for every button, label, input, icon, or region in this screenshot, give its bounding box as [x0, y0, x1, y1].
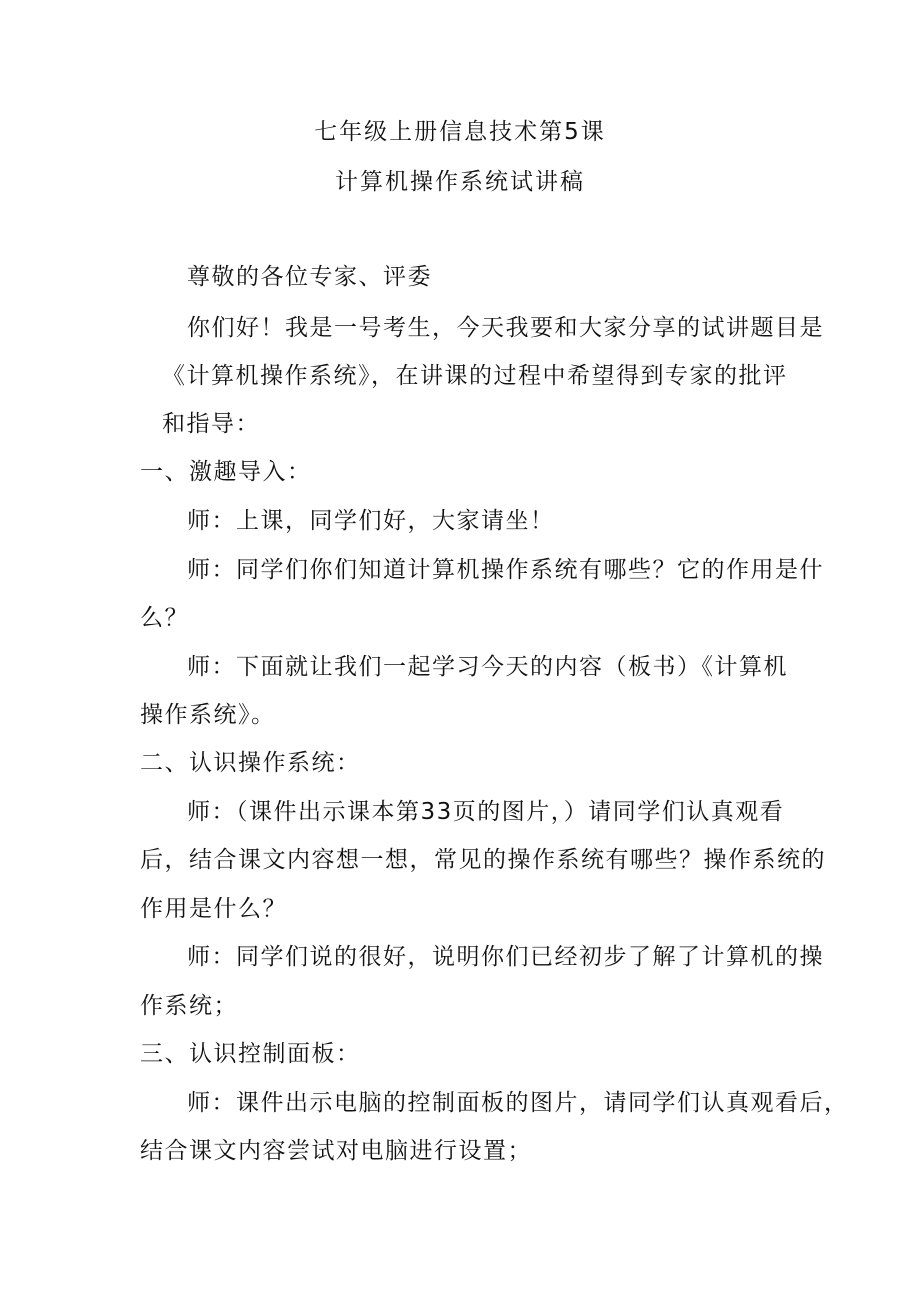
paragraph-line: 么？ — [140, 605, 189, 631]
paragraph-line: 后，结合课文内容想一想，常见的操作系统有哪些？操作系统的 — [140, 847, 826, 873]
paragraph-line: 作用是什么？ — [140, 896, 287, 922]
section-heading: 二、认识操作系统： — [140, 750, 361, 776]
paragraph-line: 师：同学们你们知道计算机操作系统有哪些？它的作用是什 — [187, 557, 824, 583]
document-subtitle: 计算机操作系统试讲稿 — [335, 169, 585, 195]
paragraph-line: 师：下面就让我们一起学习今天的内容（板书）《计算机 — [187, 654, 788, 680]
paragraph-line: 师：同学们说的很好，说明你们已经初步了解了计算机的操 — [187, 944, 824, 970]
paragraph-line: 师：课件出示电脑的控制面板的图片，请同学们认真观看后， — [187, 1090, 849, 1116]
section-heading: 三、认识控制面板： — [140, 1041, 361, 1067]
document-title: 七年级上册信息技术第5课 — [314, 119, 606, 145]
paragraph-line: 尊敬的各位专家、评委 — [187, 264, 432, 290]
section-heading: 一、激趣导入： — [140, 459, 312, 485]
paragraph-line: 和指导： — [162, 411, 260, 437]
paragraph-line: 师：上课，同学们好，大家请坐！ — [187, 508, 555, 534]
paragraph-line: 你们好！我是一号考生，今天我要和大家分享的试讲题目是 — [187, 315, 824, 341]
paragraph-line: 结合课文内容尝试对电脑进行设置； — [140, 1138, 532, 1164]
paragraph-line: 作系统； — [140, 993, 238, 1019]
paragraph-line: 《计算机操作系统》，在讲课的过程中希望得到专家的批评 — [162, 363, 788, 389]
paragraph-line: 操作系统》。 — [140, 702, 276, 728]
paragraph-line: 师：（课件出示课本第33页的图片，）请同学们认真观看 — [187, 799, 785, 825]
